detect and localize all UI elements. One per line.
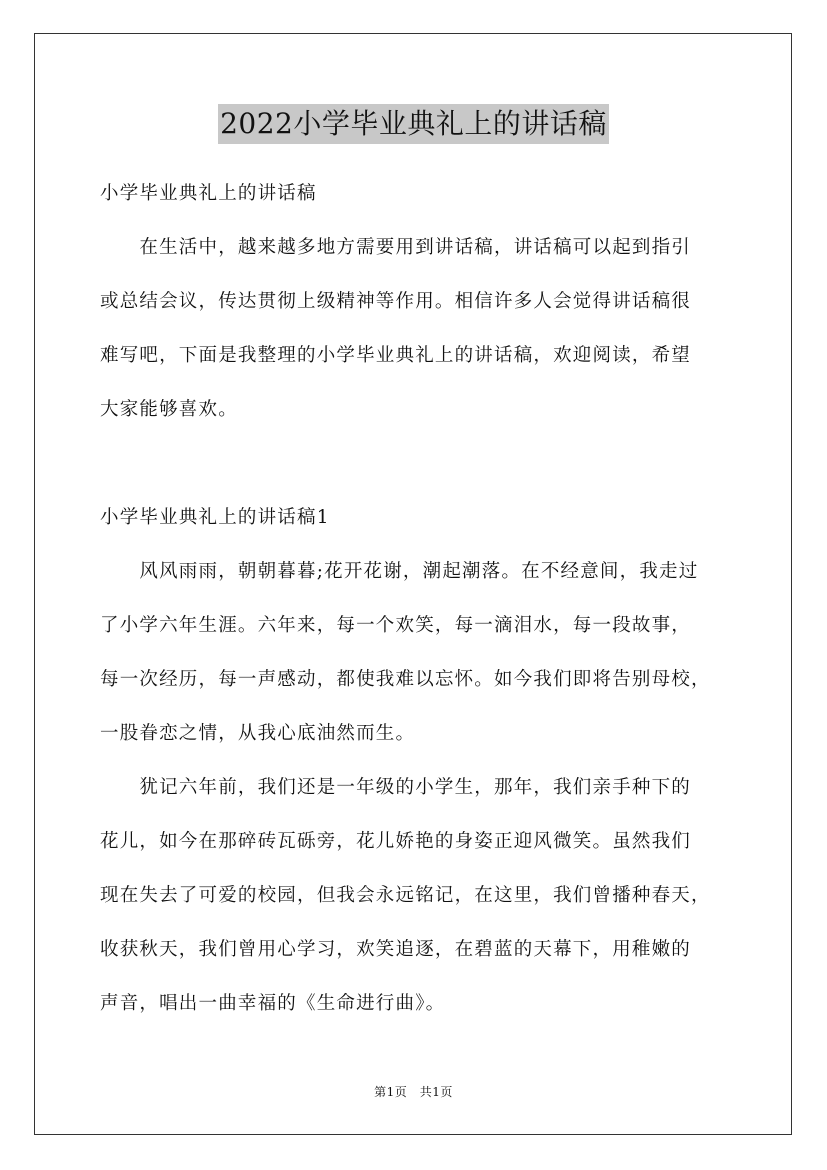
page-footer: 第1页 共1页 [374, 1085, 453, 1099]
paragraph2-line-2: 花儿，如今在那碎砖瓦砾旁，花儿娇艳的身姿正迎风微笑。虽然我们 [100, 831, 692, 852]
intro-line-1: 在生活中，越来越多地方需要用到讲话稿，讲话稿可以起到指引 [100, 237, 692, 258]
paragraph2-line-1: 犹记六年前，我们还是一年级的小学生，那年，我们亲手种下的 [100, 777, 692, 798]
paragraph2-line-3: 现在失去了可爱的校园，但我会永远铭记，在这里，我们曾播种春天， [100, 885, 711, 906]
title-container [0, 104, 827, 144]
intro-line-4: 大家能够喜欢。 [100, 399, 238, 420]
paragraph1-line-3: 每一次经历，每一声感动，都使我难以忘怀。如今我们即将告别母校， [100, 669, 711, 690]
paragraph2-line-5: 声音，唱出一曲幸福的《生命进行曲》。 [100, 993, 446, 1014]
paragraph1-line-4: 一股眷恋之情，从我心底油然而生。 [100, 723, 416, 744]
document-title: 2022小学毕业典礼上的讲话稿 [218, 104, 609, 144]
intro-line-2: 或总结会议，传达贯彻上级精神等作用。相信许多人会觉得讲话稿很 [100, 291, 692, 312]
paragraph1-line-1: 风风雨雨，朝朝暮暮;花开花谢，潮起潮落。在不经意间，我走过 [100, 561, 699, 582]
section-heading: 小学毕业典礼上的讲话稿1 [100, 507, 330, 528]
intro-line-3: 难写吧，下面是我整理的小学毕业典礼上的讲话稿，欢迎阅读，希望 [100, 345, 692, 366]
document-subtitle: 小学毕业典礼上的讲话稿 [100, 183, 317, 204]
paragraph2-line-4: 收获秋天，我们曾用心学习，欢笑追逐，在碧蓝的天幕下，用稚嫩的 [100, 939, 692, 960]
paragraph1-line-2: 了小学六年生涯。六年来，每一个欢笑，每一滴泪水，每一段故事， [100, 615, 692, 636]
